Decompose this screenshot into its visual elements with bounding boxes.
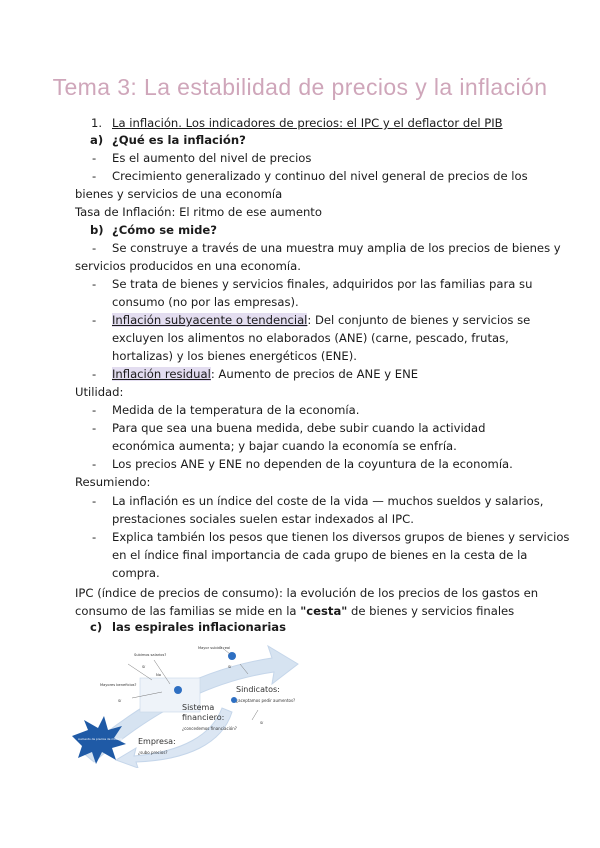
list-item: consumo (no por las empresas). bbox=[112, 295, 299, 309]
list-item-continuation: bienes y servicios de una economía bbox=[75, 187, 283, 201]
list-item: en el índice final importancia de cada grupo de bienes en la cesta de la bbox=[112, 548, 528, 562]
ipc-text: de bienes y servicios finales bbox=[347, 604, 515, 618]
list-item: Se trata de bienes y servicios finales, adquiridos por las familias para su bbox=[112, 277, 533, 291]
list-item: compra. bbox=[112, 566, 160, 580]
bullet: - bbox=[92, 421, 97, 435]
list-item: Los precios ANE y ENE no dependen de la coyuntura de la economía. bbox=[112, 457, 513, 471]
label-sindicatos: Sindicatos: bbox=[236, 685, 280, 694]
sub-a-letter: a) bbox=[90, 133, 104, 147]
label-si: Sí bbox=[228, 665, 232, 669]
label-si: Sí bbox=[118, 699, 122, 703]
bullet: - bbox=[92, 530, 97, 544]
node-dot bbox=[174, 686, 182, 694]
inflation-spiral-diagram bbox=[72, 640, 302, 768]
sub-a-heading: ¿Qué es la inflación? bbox=[112, 133, 246, 147]
list-item bbox=[112, 313, 530, 328]
highlighted-term: Inflación subyacente o tendencial bbox=[112, 313, 308, 327]
bullet: - bbox=[92, 367, 97, 381]
label-mayor-subida: Mayor subida real bbox=[198, 646, 231, 650]
ipc-line: IPC (índice de precios de consumo): la evolución de los precios de los gastos en bbox=[75, 586, 539, 600]
bullet: - bbox=[92, 313, 97, 327]
sub-b-letter: b) bbox=[90, 223, 104, 237]
list-item: Es el aumento del nivel de precios bbox=[112, 151, 312, 165]
highlighted-term: Inflación residual bbox=[112, 367, 211, 381]
label-sistema-sub: ¿concedemos financiación? bbox=[182, 726, 237, 731]
list-item: hortalizas) y los bienes energéticos (ENE). bbox=[112, 349, 357, 363]
label-sindicatos-sub: ¿aceptamos pedir aumentos? bbox=[236, 698, 296, 703]
ipc-line bbox=[75, 604, 514, 619]
bullet: - bbox=[92, 241, 97, 255]
label-financiero: financiero: bbox=[182, 713, 225, 722]
bullet: - bbox=[92, 277, 97, 291]
connector-line bbox=[252, 710, 258, 720]
label-beneficios: Mayores beneficios? bbox=[100, 683, 137, 687]
list-item: Medida de la temperatura de la economía. bbox=[112, 403, 360, 417]
term-definition: : Del conjunto de bienes y servicios se bbox=[307, 313, 531, 327]
label-si: Sí bbox=[142, 665, 146, 669]
list-item: prestaciones sociales suelen estar indexados al IPC. bbox=[112, 512, 414, 526]
bullet: - bbox=[92, 169, 97, 183]
utilidad-label: Utilidad: bbox=[75, 385, 124, 399]
list-item: excluyen los alimentos no elaborados (ANE) (carne, pescado, frutas, bbox=[112, 331, 509, 345]
label-empresa-sub: ¿subo precios? bbox=[138, 750, 168, 755]
connector-line bbox=[128, 664, 152, 680]
label-sistema: Sistema bbox=[182, 703, 215, 712]
list-item: Se construye a través de una muestra muy amplia de los precios de bienes y bbox=[112, 241, 561, 255]
list-item: económica aumenta; y bajar cuando la economía se enfría. bbox=[112, 439, 457, 453]
bullet: - bbox=[92, 403, 97, 417]
label-starburst: Aumento de precios de materias primas bbox=[78, 737, 135, 741]
list-item: Explica también los pesos que tienen los diversos grupos de bienes y servicios bbox=[112, 530, 570, 544]
sub-c-letter: c) bbox=[90, 620, 103, 634]
list-item: La inflación es un índice del coste de la vida — muchos sueldos y salarios, bbox=[112, 494, 544, 508]
label-empresa: Empresa: bbox=[138, 737, 176, 746]
resumiendo-label: Resumiendo: bbox=[75, 475, 151, 489]
bullet: - bbox=[92, 457, 97, 471]
sub-b-heading: ¿Cómo se mide? bbox=[112, 223, 218, 237]
list-item: Crecimiento generalizado y continuo del nivel general de precios de los bbox=[112, 169, 528, 183]
label-si: Sí bbox=[260, 721, 264, 725]
list-item: Para que sea una buena medida, debe subir cuando la actividad bbox=[112, 421, 486, 435]
page-title: Tema 3: La estabilidad de precios y la inflación bbox=[52, 74, 548, 100]
section-number: 1. bbox=[91, 116, 103, 130]
bullet: - bbox=[92, 494, 97, 508]
sub-c-heading: las espirales inflacionarias bbox=[112, 620, 287, 634]
ipc-text: consumo de las familias se mide en la bbox=[75, 604, 301, 618]
cesta-term: "cesta" bbox=[300, 604, 348, 618]
list-item bbox=[112, 367, 418, 382]
term-definition: : Aumento de precios de ANE y ENE bbox=[210, 367, 419, 381]
label-subimos-salario: Subimos salarios? bbox=[134, 653, 167, 657]
section-heading: La inflación. Los indicadores de precios: el IPC y el deflactor del PIB bbox=[112, 116, 503, 130]
bullet: - bbox=[92, 151, 97, 165]
list-item-continuation: servicios producidos en una economía. bbox=[75, 259, 301, 273]
tasa-line: Tasa de Inflación: El ritmo de ese aumento bbox=[75, 205, 322, 219]
label-no: No bbox=[156, 673, 161, 677]
